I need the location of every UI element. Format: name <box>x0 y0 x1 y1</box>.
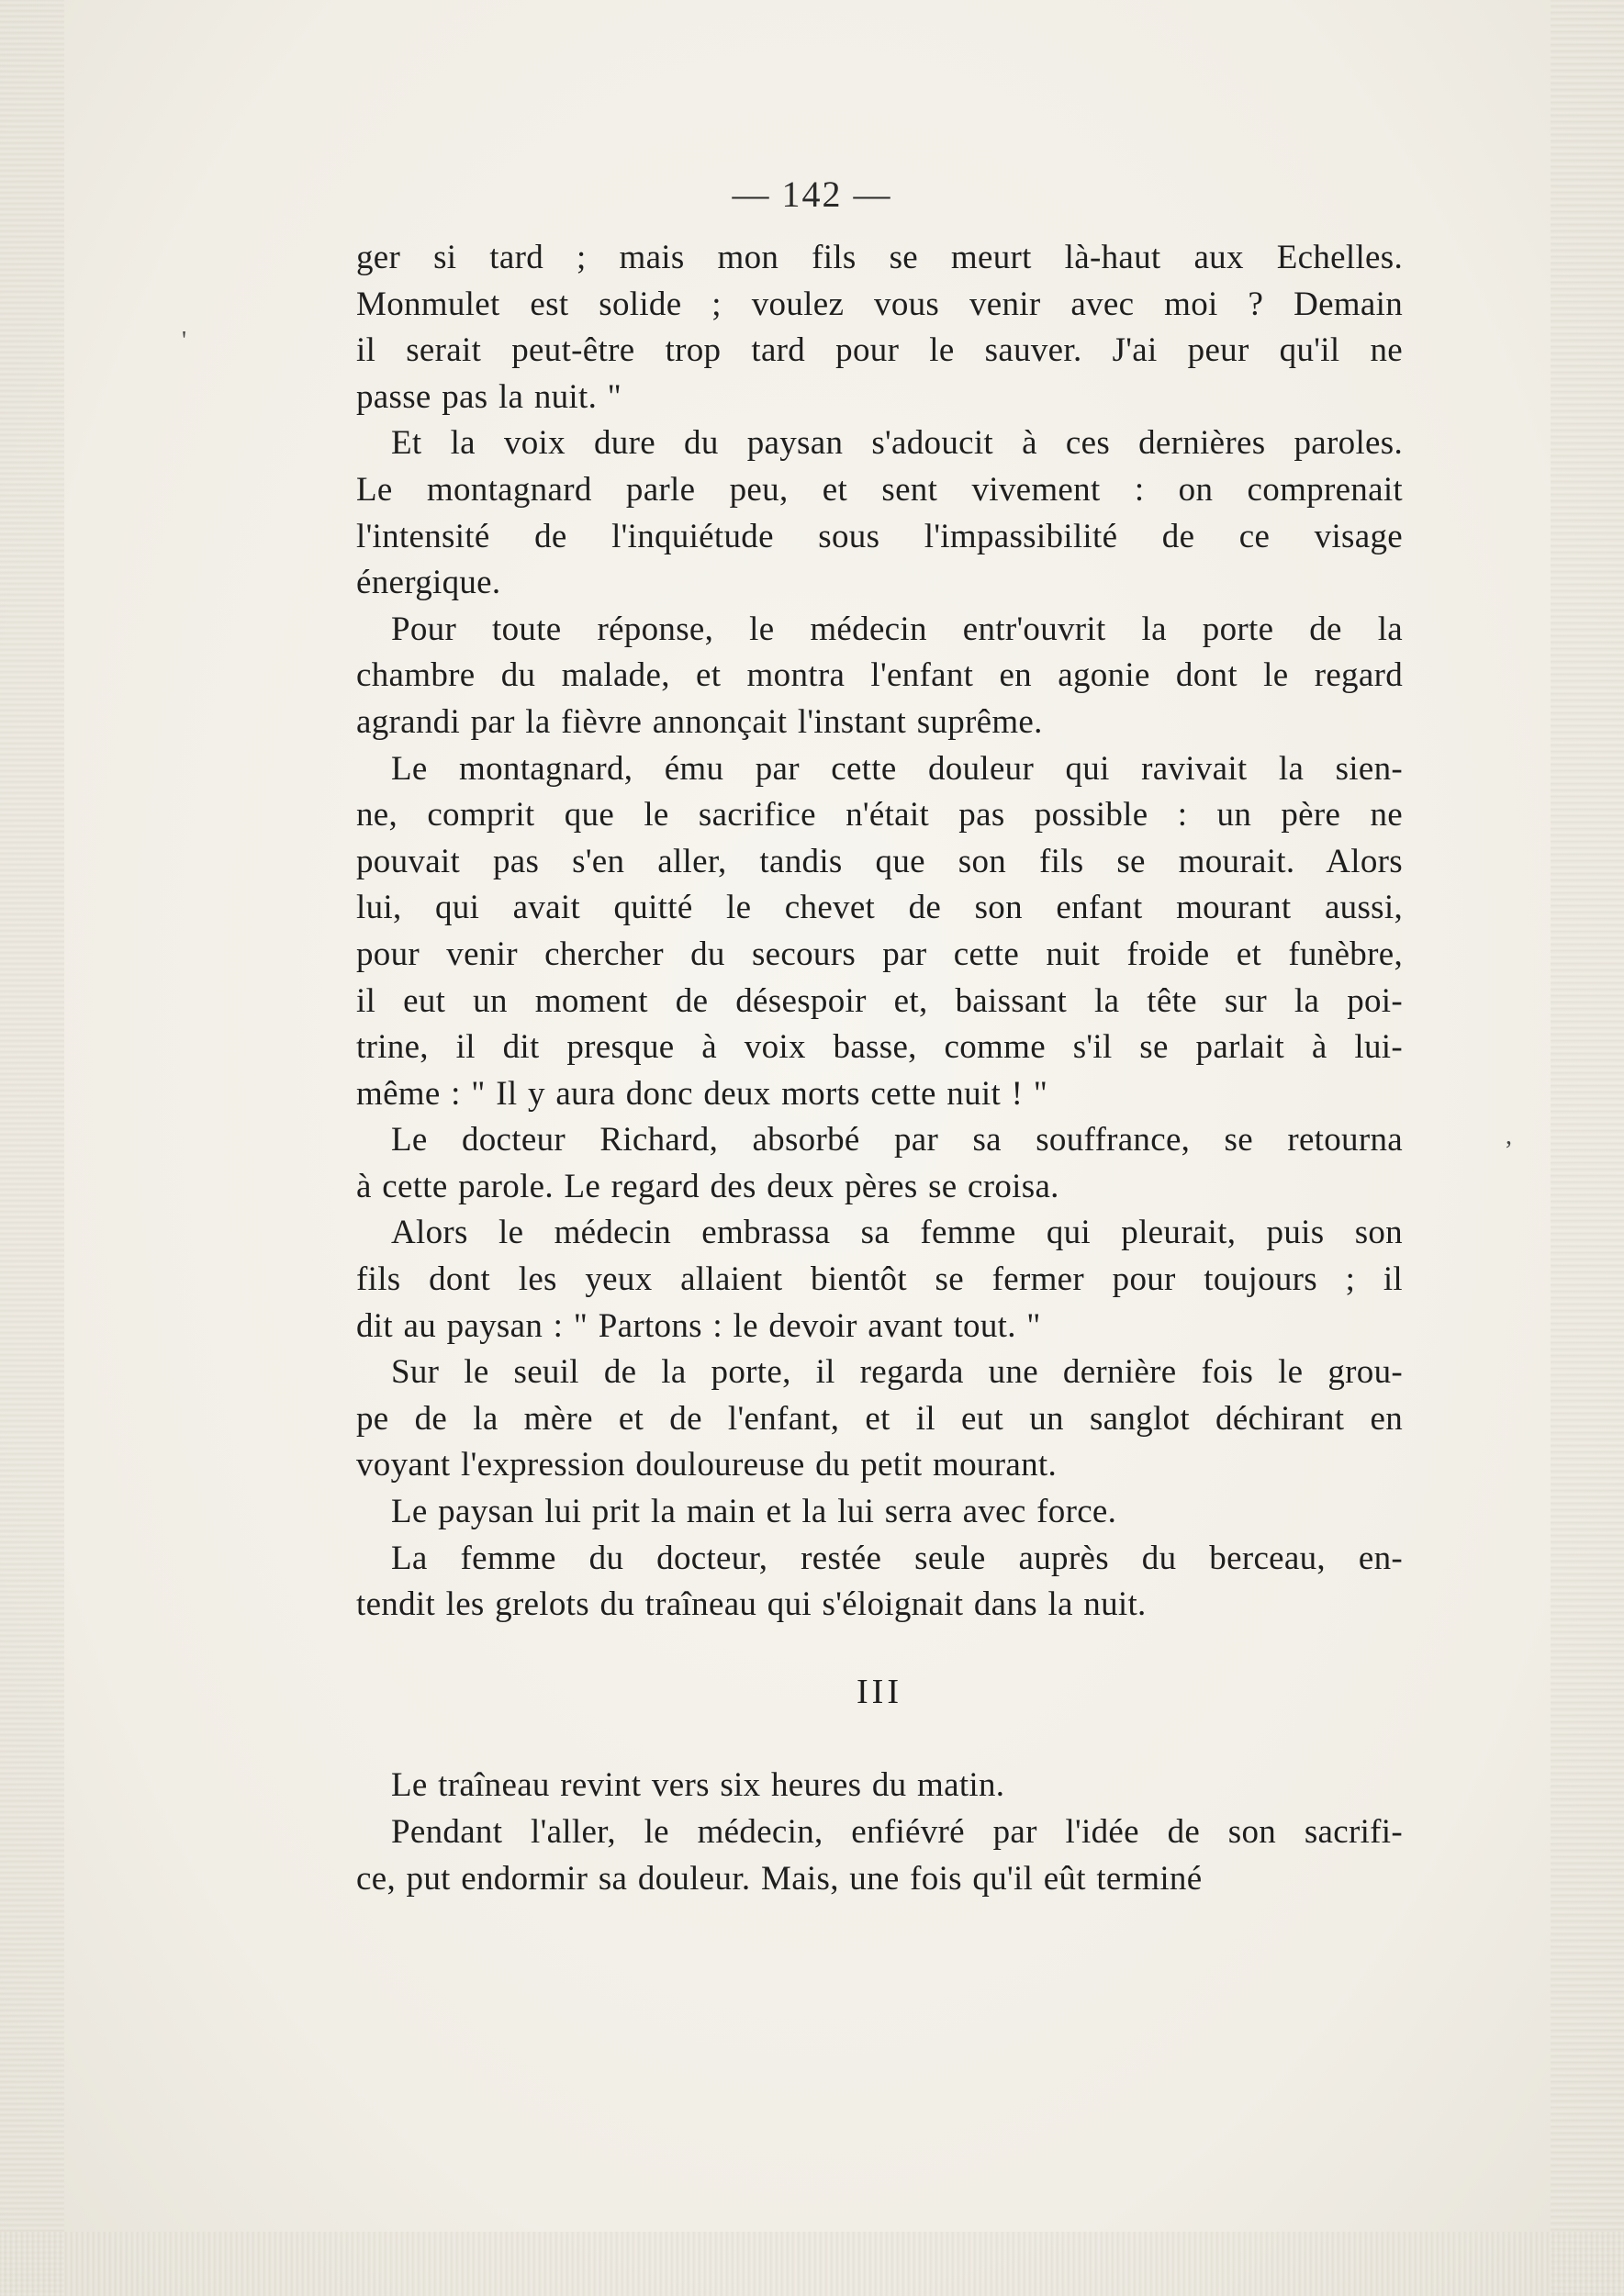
text-line: pe de la mère et de l'enfant, et il eut un sanglot déchirant en <box>356 1399 1403 1438</box>
text-line: lui, qui avait quitté le chevet de son enfant mourant aussi, <box>356 889 1403 927</box>
text-line: Le docteur Richard, absorbé par sa souffrance, se retourna <box>391 1121 1403 1159</box>
paragraph <box>356 1489 1403 1536</box>
paragraph <box>356 746 1403 1118</box>
text-line: Monmulet est solide ; voulez vous venir avec moi ? Demain <box>356 285 1403 323</box>
text-line: l'intensité de l'inquiétude sous l'impassibilité de ce visage <box>356 517 1403 555</box>
text-line: il eut un moment de désespoir et, baissant la tête sur la poi- <box>356 981 1403 1020</box>
text-line: énergique. <box>356 564 501 602</box>
paragraph <box>356 1536 1403 1629</box>
text-line: à cette parole. Le regard des deux pères se croisa. <box>356 1167 1059 1205</box>
text-line: chambre du malade, et montra l'enfant en agonie dont le regard <box>356 656 1403 695</box>
text-line: ger si tard ; mais mon fils se meurt là-haut aux Echelles. <box>356 239 1403 276</box>
text-line: ne, comprit que le sacrifice n'était pas possible : un père ne <box>356 796 1403 834</box>
text-line: agrandi par la fièvre annonçait l'instant suprême. <box>356 702 1043 741</box>
text-line: Et la voix dure du paysan s'adoucit à ces dernières paroles. <box>391 424 1403 463</box>
page-edge-right <box>1551 0 1624 2296</box>
text-line: voyant l'expression douloureuse du petit mourant. <box>356 1446 1058 1484</box>
section-heading: III <box>857 1672 902 1711</box>
text-line: Le montagnard parle peu, et sent vivement : on comprenait <box>356 470 1403 509</box>
paragraph <box>356 1763 1403 1809</box>
scan-speck: ' <box>182 327 187 355</box>
body-text <box>356 235 1403 1902</box>
text-line: fils dont les yeux allaient bientôt se fermer pour toujours ; il <box>356 1260 1403 1299</box>
paragraph <box>356 1809 1403 1902</box>
paragraph <box>356 1350 1403 1489</box>
text-line: La femme du docteur, restée seule auprès du berceau, en- <box>391 1539 1403 1577</box>
scan-speck: , <box>1506 1122 1512 1150</box>
page-edge-bottom <box>0 2232 1624 2296</box>
text-line: dit au paysan : " Partons : le devoir avant tout. " <box>356 1306 1041 1345</box>
text-line: Sur le seuil de la porte, il regarda une dernière fois le grou- <box>391 1353 1403 1392</box>
text-line: Le traîneau revint vers six heures du matin. <box>391 1766 1005 1805</box>
paragraph <box>356 420 1403 606</box>
page-number-header: — 142 — <box>732 174 892 215</box>
text-line: pouvait pas s'en aller, tandis que son fils se mourait. Alors <box>356 842 1403 880</box>
text-line: il serait peut-être trop tard pour le sauver. J'ai peur qu'il ne <box>356 331 1403 370</box>
paragraph-group-main <box>356 235 1403 1629</box>
text-line: Le paysan lui prit la main et la lui serra avec force. <box>391 1493 1117 1531</box>
text-line: Alors le médecin embrassa sa femme qui pleurait, puis son <box>391 1214 1403 1252</box>
text-line: ce, put endormir sa douleur. Mais, une fois qu'il eût terminé <box>356 1859 1203 1898</box>
page-edge-left <box>0 0 64 2296</box>
text-line: Le montagnard, ému par cette douleur qui ravivait la sien- <box>391 749 1403 788</box>
text-line: pour venir chercher du secours par cette nuit froide et funèbre, <box>356 935 1403 973</box>
paragraph <box>356 607 1403 746</box>
text-line: passe pas la nuit. " <box>356 377 622 416</box>
text-line: trine, il dit presque à voix basse, comme s'il se parlait à lui- <box>356 1028 1403 1067</box>
text-line: tendit les grelots du traîneau qui s'éloignait dans la nuit. <box>356 1585 1147 1624</box>
paragraph-group-section <box>356 1763 1403 1902</box>
paragraph <box>356 1117 1403 1210</box>
paragraph <box>356 235 1403 420</box>
text-line: même : " Il y aura donc deux morts cette nuit ! " <box>356 1074 1048 1113</box>
paragraph <box>356 1210 1403 1350</box>
text-line: Pendant l'aller, le médecin, enfiévré par l'idée de son sacrifi- <box>391 1813 1403 1851</box>
text-line: Pour toute réponse, le médecin entr'ouvrit la porte de la <box>391 610 1403 648</box>
